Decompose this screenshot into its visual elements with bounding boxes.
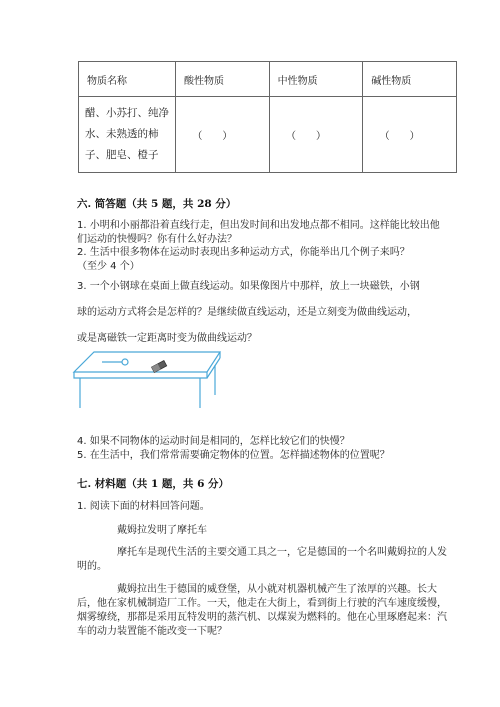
question-4: 4. 如果不同物体的运动时间是相同的，怎样比较它们的快慢？: [77, 436, 350, 447]
question-3: [77, 274, 447, 352]
article-paragraph: 摩托车是现代生活的主要交通工具之一，它是德国的一个名叫戴姆拉的人发明的。: [77, 547, 447, 572]
table-header-row: [79, 62, 457, 97]
substance-line: 水、未熟透的柿: [85, 128, 159, 140]
article-title: 戴姆拉发明了摩托车: [117, 525, 207, 536]
header-cell: 酸性物质: [176, 62, 270, 97]
question-2-note: （至少 4 个）: [77, 261, 140, 272]
substance-line: 子、肥皂、橙子: [85, 149, 159, 161]
section-heading: 六. 简答题（共 5 题，共 28 分）: [77, 198, 237, 210]
section-heading: 七. 材料题（共 1 题，共 6 分）: [77, 478, 230, 490]
question-2: 2. 生活中很多物体在运动时表现出多种运动方式，你能举出几个例子来吗？: [77, 247, 410, 258]
header-cell: 物质名称: [79, 62, 176, 97]
question-1: 1. 小明和小丽都沿着直线行走，但出发时间和出发地点都不相同。这样能比较出他们运动的快慢吗？你有什么好办法？: [77, 220, 440, 245]
table-row: [79, 97, 457, 173]
question-3-line: 或是离磁铁一定距离时变为做曲线运动？: [77, 333, 257, 344]
acid-answer-blank[interactable]: （ ）: [176, 97, 270, 173]
magnet: [152, 361, 167, 373]
substance-list-cell: [79, 97, 176, 173]
classification-table: [78, 61, 457, 173]
question-5: 5. 在生活中，我们常常需要确定物体的位置。怎样描述物体的位置呢？: [77, 450, 390, 461]
question-3-line: 球的运动方式将会是怎样的？是继续做直线运动，还是立刻变为做曲线运动，: [77, 307, 417, 318]
article-paragraph: 戴姆拉出生于德国的威登堡，从小就对机器机械产生了浓厚的兴趣。长大后，他在家机械制造厂工作。一天，他走在大街上，看到街上行驶的汽车速度缓慢，烟雾缭绕，那都是采用瓦特发明的蒸汽机、以煤炭为燃料的。他在心里琢磨起来：汽车的动力装置能不能改变一下呢？: [77, 584, 447, 637]
neutral-answer-blank[interactable]: （ ）: [269, 97, 363, 173]
header-cell: 中性物质: [269, 62, 363, 97]
table-ball-magnet-figure: [72, 350, 222, 410]
steel-ball: [122, 359, 128, 365]
header-cell: 碱性物质: [363, 62, 457, 97]
tabletop: [74, 352, 220, 372]
substance-line: 醋、小苏打、纯净: [85, 107, 169, 119]
question-3-line: 3. 一个小钢球在桌面上做直线运动。如果像图片中那样，放上一块磁铁，小钢: [77, 281, 420, 292]
material-question-1: 1. 阅读下面的材料回答问题。: [77, 501, 210, 512]
alkaline-answer-blank[interactable]: （ ）: [363, 97, 457, 173]
